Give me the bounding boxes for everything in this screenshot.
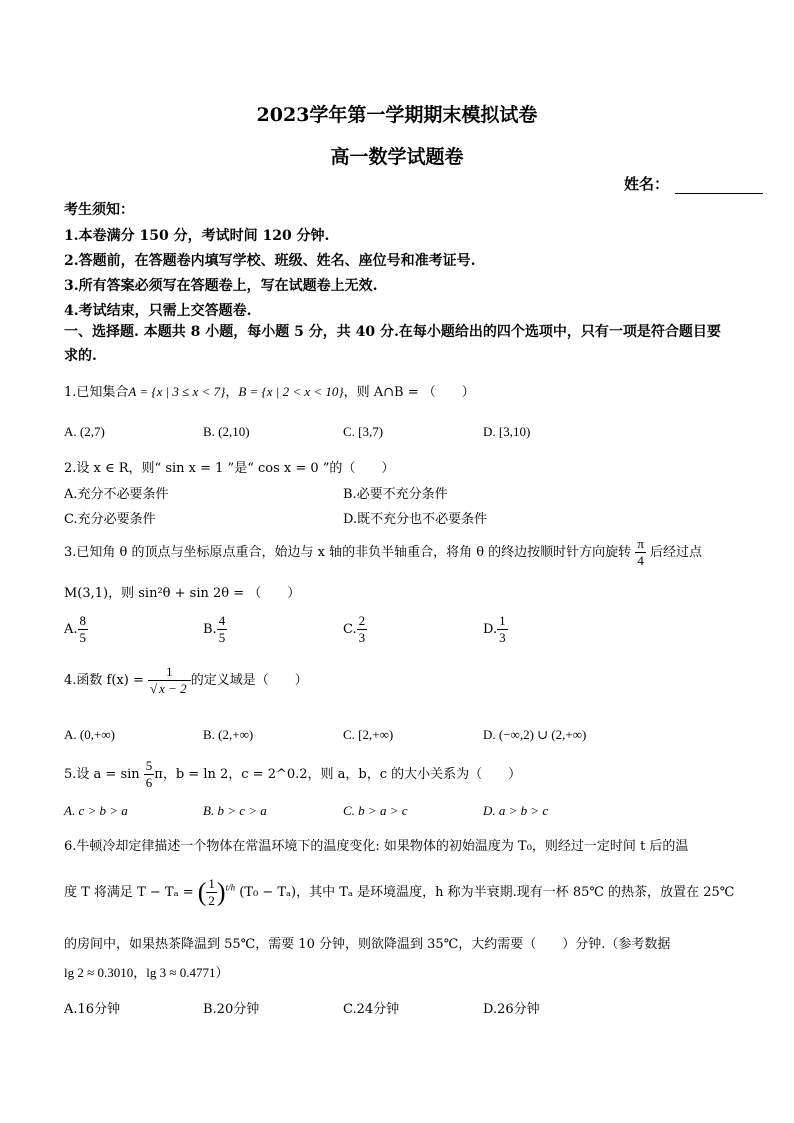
q3-option-a	[64, 613, 88, 646]
q3-b-den: 5	[218, 630, 226, 645]
q4-option-c: C. [2,+∞)	[343, 727, 394, 742]
q1-option-a: A. (2,7)	[64, 424, 105, 439]
q5-suffix: π，b = ln 2，c = 2^0.2，则 a，b，c 的大小关系为（ ）	[154, 767, 522, 782]
q3-text-a: 3.已知角 θ 的顶点与坐标原点重合，始边与 x 轴的非负半轴重合，将角 θ 的终边按顺时针方向旋转	[64, 545, 632, 560]
name-blank	[675, 179, 763, 194]
q3-option-d	[483, 613, 508, 646]
q1-prefix: 1.已知集合	[64, 385, 129, 400]
q3-rot-den: 4	[637, 553, 644, 568]
q5-option-d: D. a > b > c	[483, 803, 549, 818]
q5-option-c: C. b > a > c	[343, 803, 408, 818]
q3-option-c	[343, 613, 367, 646]
q4-num: 1	[148, 664, 191, 681]
q2-option-a: A.充分不必要条件	[64, 487, 169, 502]
q6-exponent: t/h	[225, 882, 236, 893]
q3-c-den: 3	[358, 630, 366, 645]
q6-option-a: A.16分钟	[64, 1002, 121, 1017]
notice-item-3: 3.所有答案必须写在答题卷上，写在试题卷上无效.	[64, 278, 378, 294]
q6-option-d: D.26分钟	[483, 1002, 540, 1017]
q1-option-b: B. (2,10)	[203, 424, 250, 439]
question-6-line-3: 的房间中，如果热茶降温到 55℃，需要 10 分钟，则欲降温到 35℃，大约需要（ ）分钟.（参考数据	[64, 937, 671, 952]
q3-rot-num: π	[637, 536, 644, 551]
q3-b-num: 4	[218, 613, 226, 628]
q3-a-num: 8	[79, 613, 87, 628]
name-field	[624, 173, 763, 194]
q6-text-a: 度 T 将满足 T − Tₐ =	[64, 885, 194, 900]
question-4	[64, 664, 308, 697]
q6-half-num: 1	[208, 876, 215, 891]
q5-num: 5	[145, 758, 153, 773]
q4-option-b: B. (2,+∞)	[203, 727, 254, 742]
q1-set-b: B = {x | 2 < x < 10}	[238, 384, 344, 399]
q5-fraction	[144, 758, 155, 791]
question-2: 2.设 x ∈ R，则“ sin x = 1 ”是“ cos x = 0 ”的（ ）	[64, 461, 395, 476]
q5-prefix: 5.设 a = sin	[64, 767, 140, 782]
q4-option-a: A. (0,+∞)	[64, 727, 115, 742]
q3-c-label: C.	[343, 622, 357, 637]
q1-set-a: A = {x | 3 ≤ x < 7}	[128, 384, 226, 399]
notice-item-2: 2.答题前，在答题卷内填写学校、班级、姓名、座位号和准考证号.	[64, 253, 476, 269]
q4-suffix: 的定义域是（ ）	[190, 673, 308, 688]
q3-text-b: 后经过点	[650, 545, 703, 560]
q6-text-b: (T₀ − Tₐ)，其中 Tₐ 是环境温度，h 称为半衰期.现有一杯 85℃ 的热茶，放置在 25℃	[239, 885, 735, 900]
q5-option-a: A. c > b > a	[64, 803, 128, 818]
notice-heading: 考生须知：	[64, 202, 134, 218]
q3-option-b	[203, 613, 227, 646]
name-label: 姓名：	[624, 175, 670, 193]
q3-d-num: 1	[499, 613, 506, 628]
q3-rotation-fraction	[635, 536, 646, 569]
q3-a-den: 5	[79, 630, 87, 645]
q6-half-den: 2	[208, 893, 215, 908]
q3-b-label: B.	[203, 622, 217, 637]
q6-option-b: B.20分钟	[203, 1002, 260, 1017]
exam-subtitle: 高一数学试题卷	[330, 146, 464, 168]
question-1	[64, 381, 475, 400]
q6-close-paren: )	[216, 877, 226, 907]
q4-fraction: $\frac{1}{√ x - 2}$	[148, 664, 191, 697]
q6-option-c: C.24分钟	[343, 1002, 400, 1017]
question-3-line-1	[64, 536, 702, 569]
exam-title: 2023学年第一学期期末模拟试卷	[256, 104, 538, 126]
q2-option-b: B.必要不充分条件	[343, 487, 448, 502]
q1-sep: ，	[225, 385, 239, 400]
q3-a-label: A.	[64, 622, 78, 637]
notice-item-1: 1.本卷满分 150 分，考试时间 120 分钟.	[64, 228, 330, 244]
q1-option-d: D. [3,10)	[483, 424, 531, 439]
notice-item-4: 4.考试结束，只需上交答题卷.	[64, 303, 252, 319]
q4-prefix: 4.函数 f(x) =	[64, 673, 144, 688]
question-6-line-2	[64, 876, 734, 909]
q4-option-d: D. (−∞,2) ∪ (2,+∞)	[483, 727, 587, 742]
section-heading: 一、选择题. 本题共 8 小题，每小题 5 分，共 40 分.在每小题给出的四个选项中，只有一项是符合题目要求的.	[64, 324, 721, 364]
q5-option-b: B. b > c > a	[203, 803, 267, 818]
q3-c-num: 2	[358, 613, 366, 628]
q4-den: x − 2	[159, 681, 187, 696]
q1-suffix: ，则 A∩B = （ ）	[343, 385, 475, 400]
q2-option-c: C.充分必要条件	[64, 512, 156, 527]
q6-open-paren: (	[197, 877, 207, 907]
q5-den: 6	[145, 775, 153, 790]
question-3-line-2: M(3,1)，则 sin²θ + sin 2θ = （ ）	[64, 586, 301, 601]
question-6-line-1: 6.牛顿冷却定律描述一个物体在常温环境下的温度变化: 如果物体的初始温度为 T₀，则经过一定时间 t 后的温	[64, 839, 689, 854]
question-5	[64, 758, 521, 791]
q1-option-c: C. [3,7)	[343, 424, 384, 439]
q3-d-den: 3	[499, 630, 506, 645]
q2-option-d: D.既不充分也不必要条件	[343, 512, 488, 527]
question-6-line-4: lg 2 ≈ 0.3010，lg 3 ≈ 0.4771）	[64, 965, 229, 980]
q3-d-label: D.	[483, 622, 498, 637]
q6-half-fraction	[206, 876, 217, 909]
